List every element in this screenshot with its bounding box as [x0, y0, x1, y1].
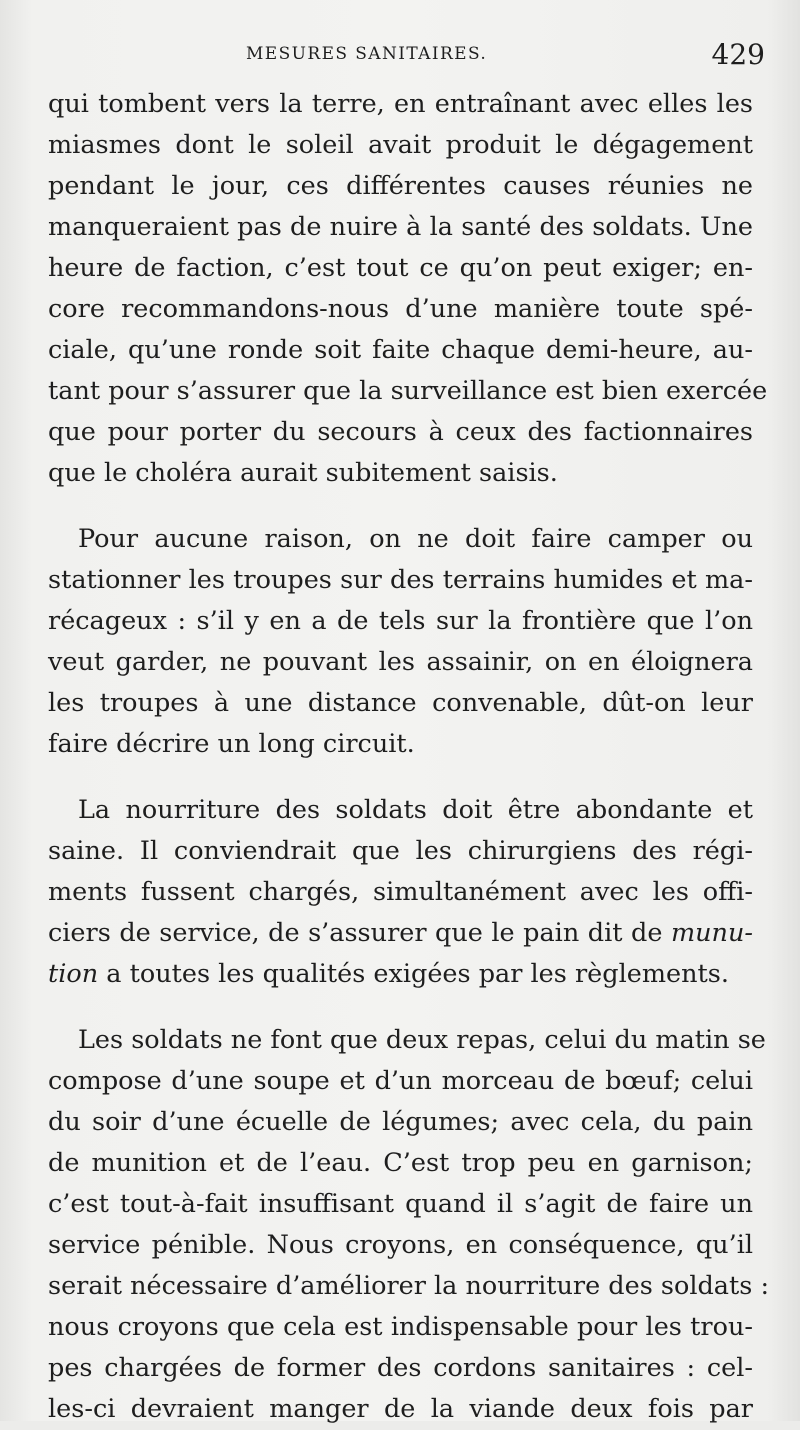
text-line: heure de faction, c’est tout ce qu’on peut exiger; en-: [48, 253, 753, 283]
text-line: faire décrire un long circuit.: [48, 729, 415, 759]
text-line: ments fussent chargés, simultanément avec les offi-: [48, 877, 753, 907]
body-text: [48, 84, 770, 1430]
text-line: veut garder, ne pouvant les assainir, on en éloignera: [48, 647, 753, 677]
text-line: qui tombent vers la terre, en entraînant avec elles les: [48, 89, 753, 119]
text-line: nous croyons que cela est indispensable pour les trou-: [48, 1312, 753, 1342]
text-line: compose d’une soupe et d’un morceau de bœuf; celui: [48, 1066, 753, 1096]
text-line: manqueraient pas de nuire à la santé des soldats. Une: [48, 212, 753, 242]
text-line: Les soldats ne font que deux repas, celui du matin se: [78, 1025, 766, 1055]
italic-word: tion: [48, 959, 99, 989]
text-run: a toutes les qualités exigées par les règlements.: [98, 959, 729, 989]
text-line: La nourriture des soldats doit être abondante et: [78, 795, 753, 825]
text-line: pendant le jour, ces différentes causes réunies ne: [48, 171, 753, 201]
text-line: les-ci devraient manger de la viande deux fois par: [48, 1394, 753, 1424]
text-line: c’est tout-à-fait insuffisant quand il s’agit de faire un: [48, 1189, 753, 1219]
paragraph-1: [48, 84, 768, 494]
text-line: du soir d’une écuelle de légumes; avec cela, du pain: [48, 1107, 753, 1137]
text-line: serait nécessaire d’améliorer la nourriture des soldats :: [48, 1271, 770, 1301]
text-line-mixed: [48, 913, 753, 954]
text-line-mixed: [48, 954, 753, 995]
running-head: MESURES SANITAIRES.: [246, 44, 488, 64]
text-line: Pour aucune raison, on ne doit faire camper ou: [78, 524, 753, 554]
text-line: pes chargées de former des cordons sanitaires : cel-: [48, 1353, 753, 1383]
paragraph-2: [48, 519, 753, 765]
text-line: ciale, qu’une ronde soit faite chaque demi-heure, au-: [48, 335, 753, 365]
text-line: que le choléra aurait subitement saisis.: [48, 458, 558, 488]
text-line: tant pour s’assurer que la surveillance est bien exercée: [48, 376, 768, 406]
text-run: ciers de service, de s’assurer que le pain dit de: [48, 918, 663, 948]
text-line: récageux : s’il y en a de tels sur la frontière que l’on: [48, 606, 753, 636]
text-line: les troupes à une distance convenable, dût-on leur: [48, 688, 753, 718]
text-line: stationner les troupes sur des terrains humides et ma-: [48, 565, 753, 595]
paragraph-4: [48, 1020, 770, 1430]
text-line: service pénible. Nous croyons, en conséquence, qu’il: [48, 1230, 753, 1260]
text-line: core recommandons-nous d’une manière toute spé-: [48, 294, 753, 324]
text-line: saine. Il conviendrait que les chirurgiens des régi-: [48, 836, 753, 866]
text-line: de munition et de l’eau. C’est trop peu en garnison;: [48, 1148, 753, 1178]
paragraph-3: [48, 790, 753, 995]
page-number: 429: [711, 38, 765, 71]
page-header: [48, 38, 765, 82]
italic-word: munu-: [670, 918, 754, 948]
text-line: que pour porter du secours à ceux des factionnaires: [48, 417, 753, 447]
text-line: miasmes dont le soleil avait produit le dégagement: [48, 130, 753, 160]
